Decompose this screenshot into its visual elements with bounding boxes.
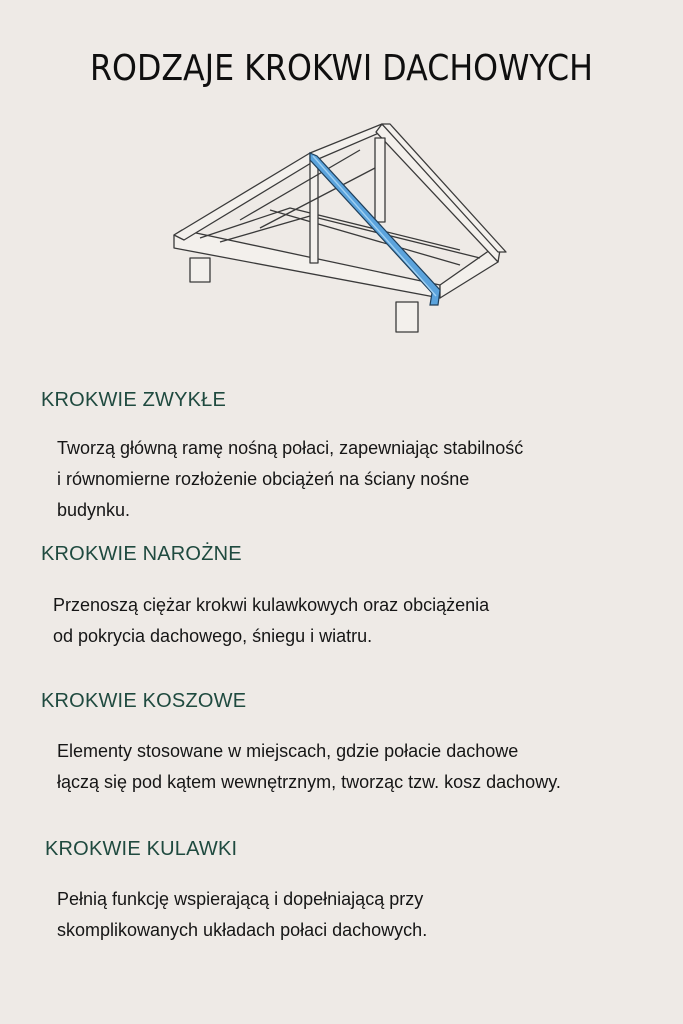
- body-line: od pokrycia dachowego, śniegu i wiatru.: [53, 626, 373, 646]
- section-body-krokwie-koszowe: [57, 736, 561, 798]
- section-body-krokwie-kulawki: [57, 884, 427, 946]
- page-title: RODZAJE KROKWI DACHOWYCH: [90, 48, 593, 89]
- body-line: Elementy stosowane w miejscach, gdzie połacie dachowe: [57, 741, 519, 761]
- section-heading-krokwie-koszowe: KROKWIE KOSZOWE: [41, 690, 247, 712]
- body-line: Przenoszą ciężar krokwi kulawkowych oraz obciążenia: [53, 595, 490, 615]
- roof-truss-illustration: [160, 110, 530, 350]
- section-body-krokwie-narozne: [53, 590, 489, 652]
- body-line: Tworzą główną ramę nośną połaci, zapewniając stabilność: [57, 438, 524, 458]
- section-body-krokwie-zwykle: [57, 433, 523, 526]
- section-heading-krokwie-zwykle: KROKWIE ZWYKŁE: [41, 389, 227, 411]
- body-line: skomplikowanych układach połaci dachowych.: [57, 920, 428, 940]
- body-line: i równomierne rozłożenie obciążeń na ściany nośne: [57, 469, 470, 489]
- body-line: Pełnią funkcję wspierającą i dopełniającą przy: [57, 889, 424, 909]
- body-line: budynku.: [57, 500, 131, 520]
- section-heading-krokwie-narozne: KROKWIE NAROŻNE: [41, 543, 242, 565]
- body-line: łączą się pod kątem wewnętrznym, tworząc tzw. kosz dachowy.: [57, 772, 561, 792]
- section-heading-krokwie-kulawki: KROKWIE KULAWKI: [45, 838, 238, 860]
